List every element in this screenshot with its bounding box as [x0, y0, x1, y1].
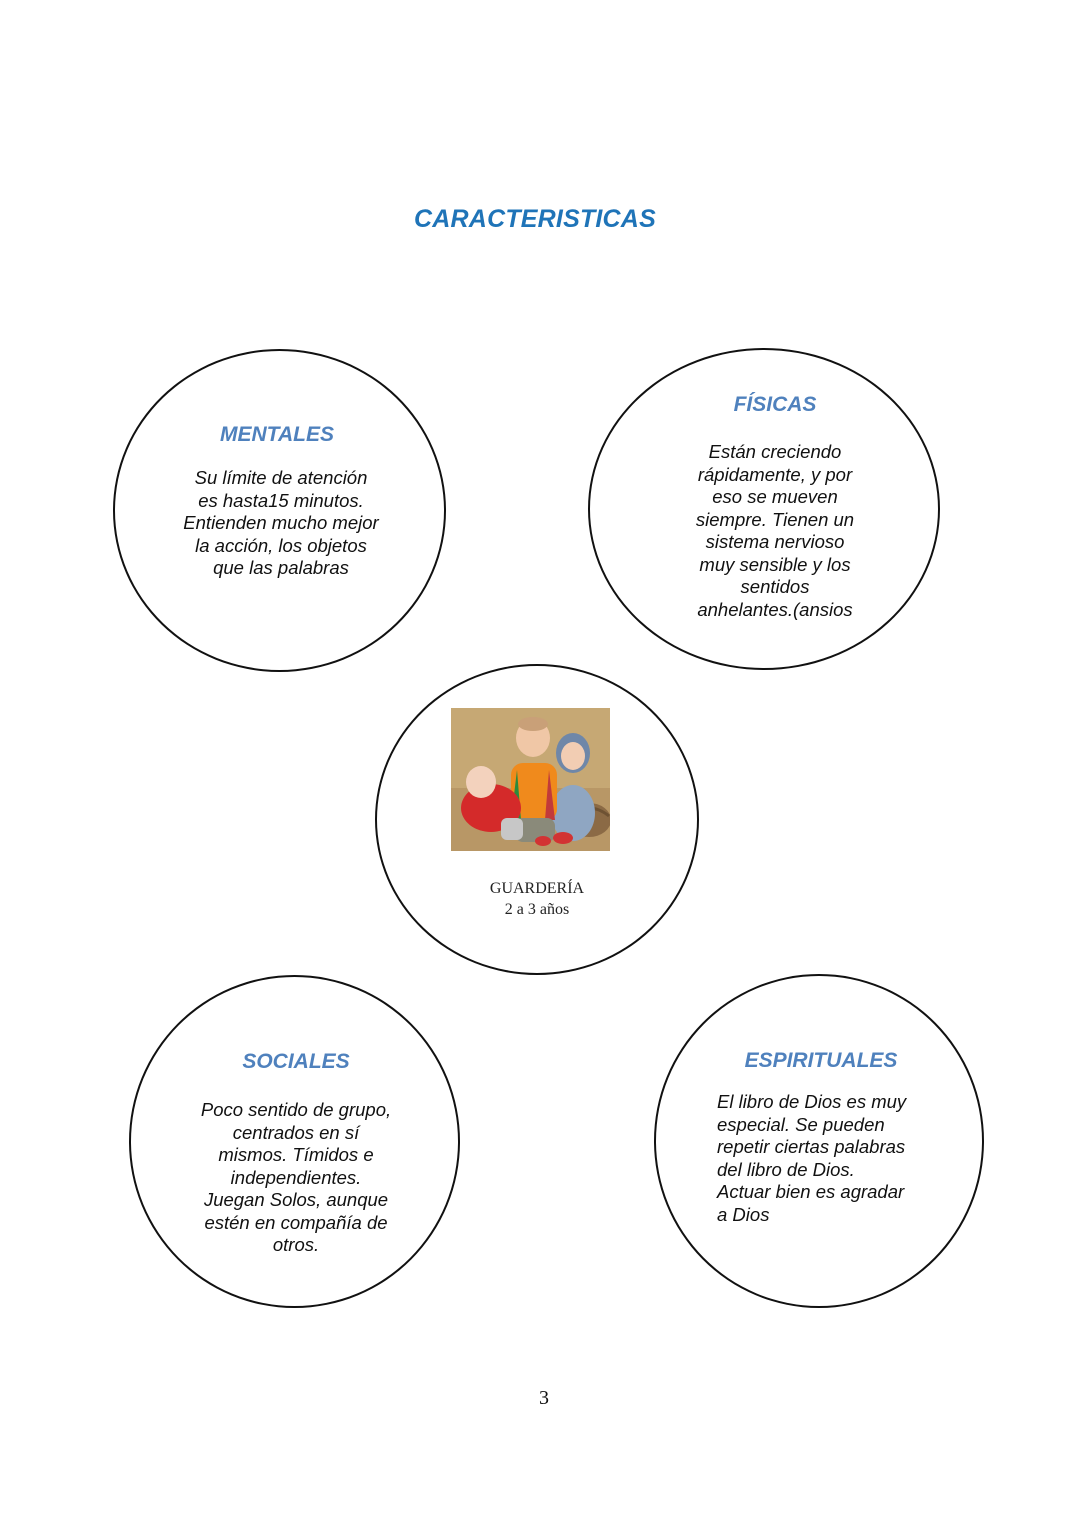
espirituales-title: ESPIRITUALES [744, 1049, 898, 1072]
mentales-title: MENTALES [220, 423, 334, 446]
sociales-line: otros. [272, 1234, 320, 1255]
fisicas-line: rápidamente, y por [697, 463, 853, 485]
espirituales-text [717, 1091, 957, 1226]
fisicas-text [630, 441, 920, 621]
espirituales-line: Actuar bien es agradar [717, 1181, 905, 1202]
mentales-text [145, 467, 417, 580]
espirituales-line: repetir ciertas palabras [717, 1136, 906, 1157]
sociales-line: mismos. Tímidos e [218, 1144, 374, 1165]
guarderia-label: GUARDERÍA [489, 880, 585, 897]
sociales-line: centrados en sí [232, 1121, 360, 1143]
fisicas-line: siempre. Tienen un [695, 508, 855, 530]
sociales-line: Poco sentido de grupo, [200, 1099, 392, 1120]
fisicas-circle [588, 348, 940, 670]
mentales-line: Su límite de atención [194, 467, 368, 488]
sociales-line: estén en compañía de [204, 1211, 388, 1233]
espirituales-line: especial. Se pueden [717, 1113, 885, 1135]
fisicas-line: anhelantes.(ansios [697, 598, 853, 620]
guarderia-caption [377, 878, 697, 920]
espirituales-line: del libro de Dios. [717, 1158, 855, 1180]
sociales-text [156, 1099, 436, 1257]
fisicas-line: sentidos [740, 576, 810, 597]
guarderia-circle [375, 664, 699, 975]
fisicas-line: sistema nervioso [705, 531, 845, 552]
age-range-label: 2 a 3 años [504, 901, 570, 918]
fisicas-line: muy sensible y los [699, 553, 851, 575]
fisicas-line: Están creciendo [708, 441, 842, 462]
sociales-line: independientes. [230, 1166, 362, 1188]
mentales-line: que las palabras [213, 557, 349, 578]
mentales-line: es hasta15 minutos. [198, 489, 364, 511]
espirituales-line: El libro de Dios es muy [717, 1091, 907, 1112]
mentales-line: la acción, los objetos [195, 534, 367, 556]
mentales-line: Entienden mucho mejor [183, 512, 379, 533]
sociales-line: Juegan Solos, aunque [203, 1189, 389, 1210]
page-number: 3 [539, 1387, 549, 1409]
mentales-circle [113, 349, 446, 672]
fisicas-line: eso se mueven [712, 486, 838, 507]
children-photo [451, 708, 610, 851]
page-title: CARACTERISTICAS [414, 205, 656, 233]
sociales-circle [129, 975, 460, 1308]
sociales-title: SOCIALES [242, 1050, 350, 1073]
fisicas-title: FÍSICAS [733, 393, 817, 416]
espirituales-line: a Dios [717, 1203, 770, 1225]
espirituales-circle [654, 974, 984, 1308]
